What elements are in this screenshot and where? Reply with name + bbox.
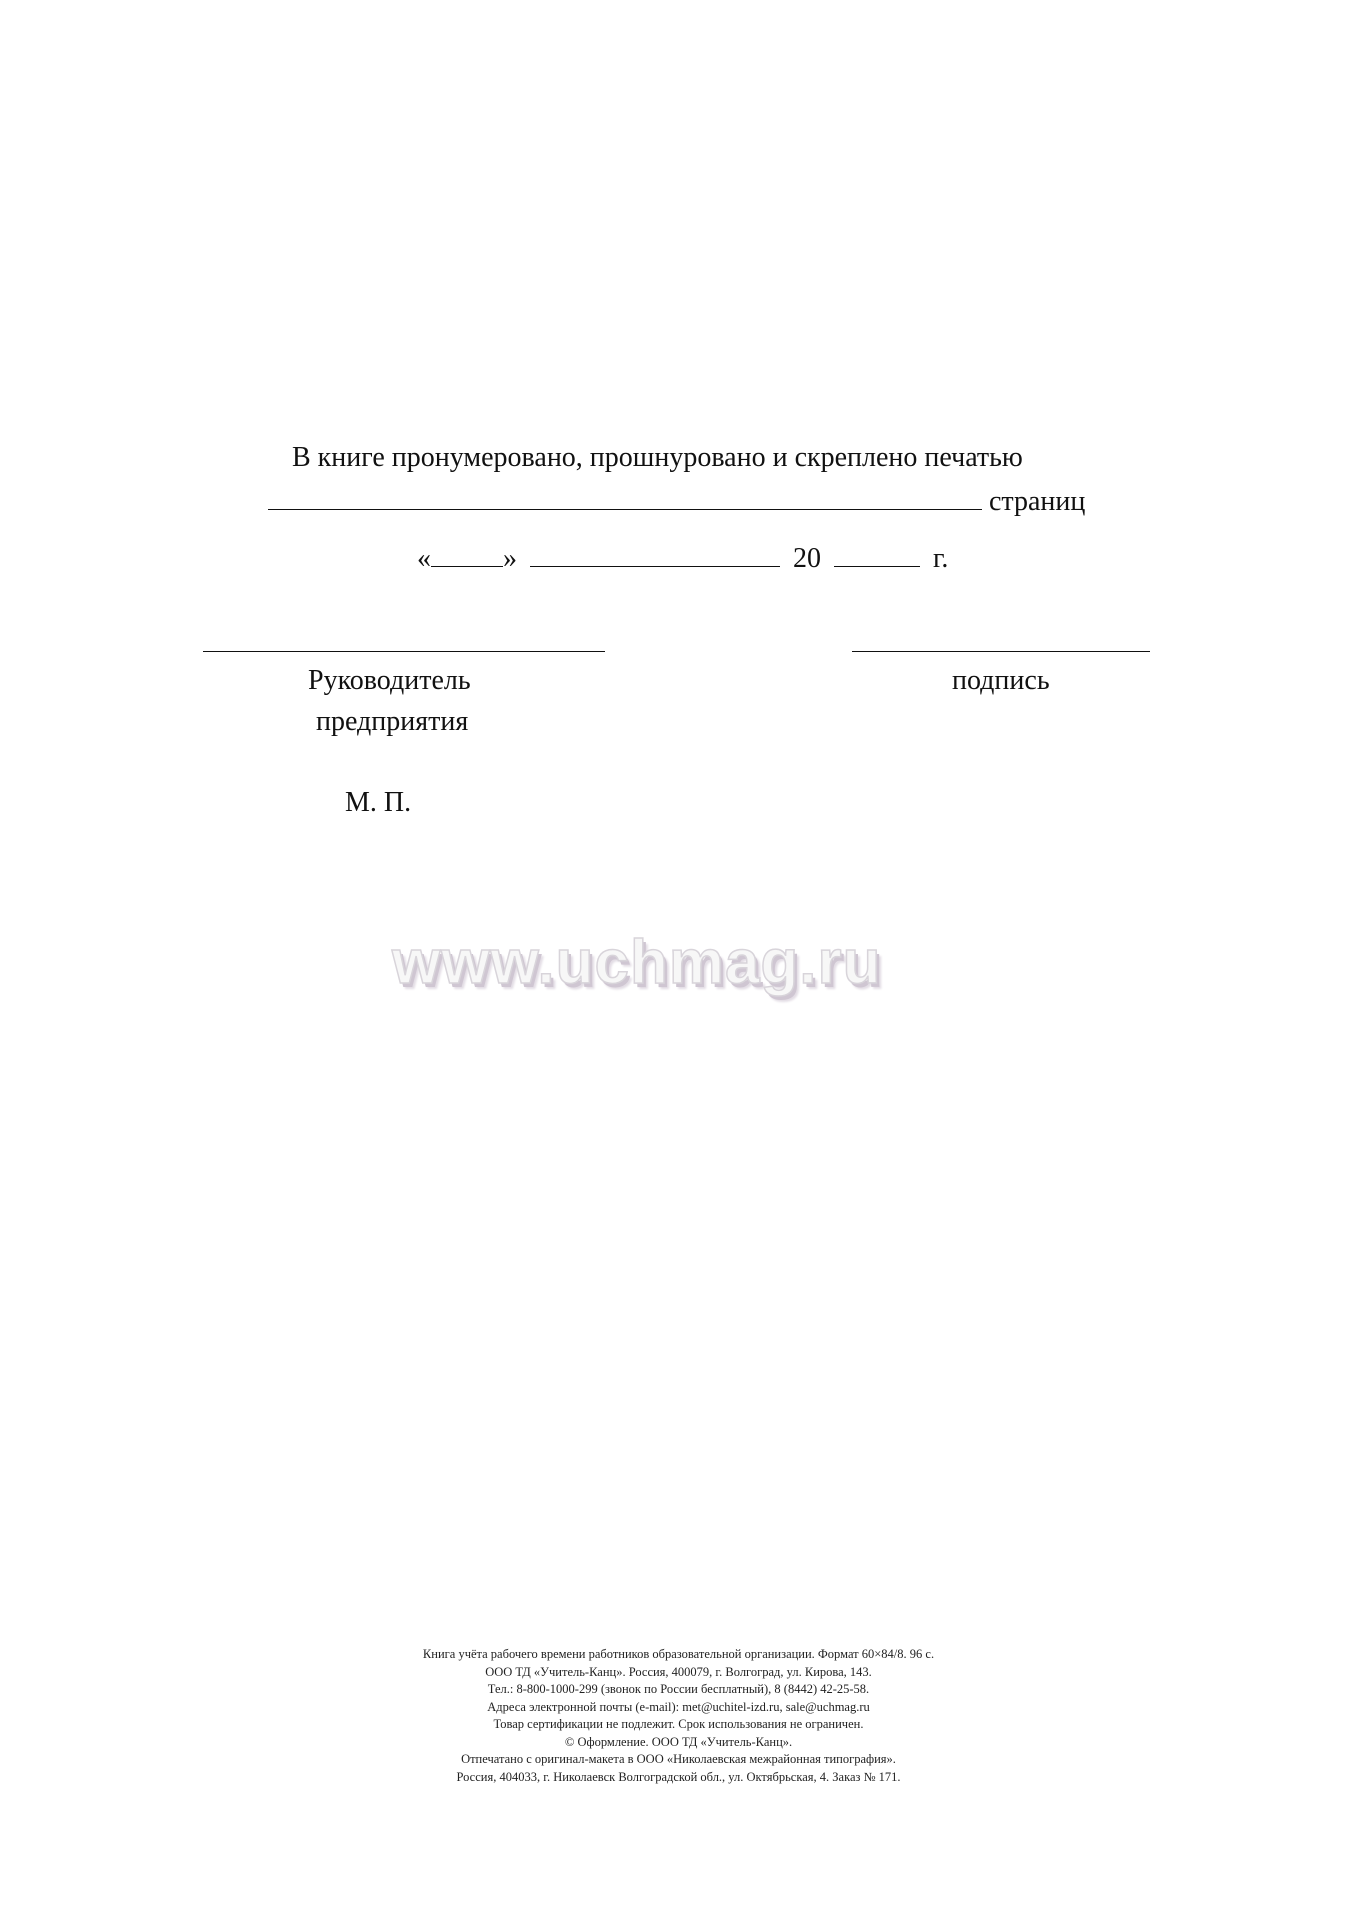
stamp-place-label: М. П. bbox=[345, 787, 412, 818]
manager-name-line bbox=[203, 651, 605, 652]
imprint-line: © Оформление. ООО ТД «Учитель-Канц». bbox=[564, 1734, 793, 1749]
day-blank bbox=[431, 540, 503, 567]
certification-intro: В книге пронумеровано, прошнуровано и скреплено печатью bbox=[292, 442, 1023, 473]
imprint-line: Тел.: 8-800-1000-299 (звонок по России бесплатный), 8 (8442) 42-25-58. bbox=[487, 1682, 870, 1696]
imprint-block bbox=[0, 1646, 1357, 1786]
page-count-row bbox=[268, 483, 1085, 519]
imprint-line: Адреса электронной почты (e-mail): met@uchitel-izd.ru, sale@uchmag.ru bbox=[487, 1699, 870, 1714]
year-prefix: 20 bbox=[793, 543, 821, 574]
date-row bbox=[417, 540, 948, 576]
watermark: www.uchmag.ru bbox=[392, 928, 882, 997]
manager-role-line2: предприятия bbox=[316, 706, 469, 737]
pages-label: страниц bbox=[989, 486, 1086, 517]
year-blank bbox=[834, 540, 920, 567]
imprint-line: Отпечатано с оригинал-макета в ООО «Николаевская межрайонная типография». bbox=[461, 1752, 896, 1766]
imprint-line: Россия, 404033, г. Николаевск Волгоградской обл., ул. Октябрьская, 4. Заказ № 171. bbox=[456, 1769, 901, 1784]
signature-label: подпись bbox=[952, 665, 1050, 696]
imprint-line: Книга учёта рабочего времени работников образовательной организации. Формат 60×84/8. 96 с. bbox=[422, 1647, 935, 1661]
date-open-quote: « bbox=[417, 543, 431, 574]
date-close-quote: » bbox=[503, 543, 517, 574]
imprint-line: ООО ТД «Учитель-Канц». Россия, 400079, г. Волгоград, ул. Кирова, 143. bbox=[485, 1664, 872, 1679]
year-suffix: г. bbox=[933, 543, 949, 574]
manager-role-line1: Руководитель bbox=[308, 665, 471, 696]
page-count-blank bbox=[268, 483, 982, 510]
imprint-line: Товар сертификации не подлежит. Срок использования не ограничен. bbox=[493, 1717, 864, 1731]
month-blank bbox=[530, 540, 780, 567]
signature-line bbox=[852, 651, 1150, 652]
